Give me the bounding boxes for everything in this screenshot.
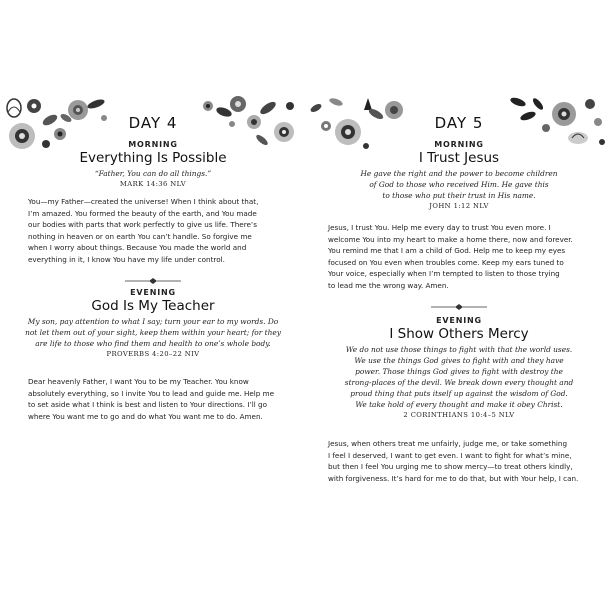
evening-verse [306,344,612,410]
evening-reference: 2 CORINTHIANS 10:4–5 NLV [403,411,515,419]
prayer-line: You remind me that I am a child of God. Help me to keep my eyes [328,246,566,256]
prayer-line: welcome You into my heart to make a home there, now and forever. [328,234,573,244]
prayer-line: with forgiveness. It’s hard for me to do that, but with Your help, I can. [328,473,579,483]
morning-section [0,140,306,189]
prayer-line: You—my Father—created the universe! When I think about that, [28,197,259,206]
prayer-line: but then I feel You urging me to show mercy—to treat others kindly, [328,462,573,472]
verse-line: not let them out of your sight, keep them within your heart; for they [25,328,281,337]
prayer-line: Jesus, when others treat me unfairly, judge me, or take something [328,439,568,448]
morning-reference: MARK 14:36 NLV [119,180,187,188]
prayer-line: where You want me to go and do what You want me to do. Amen. [28,411,263,421]
evening-reference: PROVERBS 4:20–22 NIV [106,350,200,358]
day-heading: DAY 5 [434,114,484,132]
prayer-line: nothing in heaven or on earth You can’t handle. So forgive me [28,231,252,241]
day-heading: DAY 4 [128,114,178,132]
verse-line: of God to those who received Him. He gave this [369,180,549,189]
prayer-line: our bodies with parts that work perfectly to give us life. There’s [28,220,257,230]
verse-line: We take hold of every thought and make it obey Christ. [355,400,563,409]
verse-line: power. Those things God gives to fight with destroy the [355,367,563,376]
prayer-line: everything in it, I know You have my life under control. [28,254,225,264]
prayer-line: Dear heavenly Father, I want You to be my Teacher. You know [28,377,249,386]
verse-line: My son, pay attention to what I say; turn your ear to my words. Do [27,317,279,326]
evening-prayer [328,438,598,484]
morning-title: Everything Is Possible [79,150,227,166]
verse-line: proud thing that puts itself up against the wisdom of God. [350,389,568,398]
evening-label: EVENING [130,288,176,297]
verse-line: are life to those who find them and health to one’s whole body. [35,339,271,348]
evening-verse [0,316,306,349]
evening-title: God Is My Teacher [91,298,215,314]
verse-line: “Father, You can do all things.” [94,169,212,178]
evening-label: EVENING [436,316,482,325]
verse-line: strong-places of the devil. We break down every thought and [344,378,574,387]
morning-label: MORNING [434,140,484,149]
morning-section [306,140,612,211]
prayer-line: Your voice, especially when I’m tempted to listen to those trying [328,269,560,279]
divider-ornament-icon [429,302,489,312]
verse-line: We use the things God gives to fight with and they have [354,356,564,365]
prayer-line: absolutely everything, so I invite You to lead and guide me. Help me [28,388,275,398]
morning-prayer [28,196,284,266]
divider-ornament-icon [123,276,183,286]
evening-section [0,288,306,359]
morning-title: I Trust Jesus [418,150,500,166]
right-page [306,0,612,612]
evening-prayer [28,376,284,422]
prayer-line: when I worry about things. Because You made the world and [28,243,247,253]
morning-label: MORNING [128,140,178,149]
prayer-line: focused on You even when troubles come. Keep my ears tuned to [328,257,564,267]
prayer-line: to set aside what I think is best and listen to Your directions. I’ll go [28,400,267,410]
morning-reference: JOHN 1:12 NLV [429,202,489,210]
prayer-line: Jesus, I trust You. Help me every day to trust You even more. I [328,223,551,232]
morning-prayer [328,222,596,292]
evening-title: I Show Others Mercy [389,326,529,342]
morning-verse [0,168,306,179]
verse-line: He gave the right and the power to become children [360,169,558,178]
verse-line: to those who put their trust in His name. [382,191,536,200]
morning-verse [306,168,612,201]
prayer-line: to lead me the wrong way. Amen. [328,280,449,290]
prayer-line: I feel I deserved, I want to get even. I want to fight for what’s mine, [328,450,572,460]
prayer-line: I’m amazed. You formed the beauty of the earth, and You made [28,208,257,218]
verse-line: We do not use those things to fight with that the world uses. [345,345,573,354]
evening-section [306,316,612,420]
